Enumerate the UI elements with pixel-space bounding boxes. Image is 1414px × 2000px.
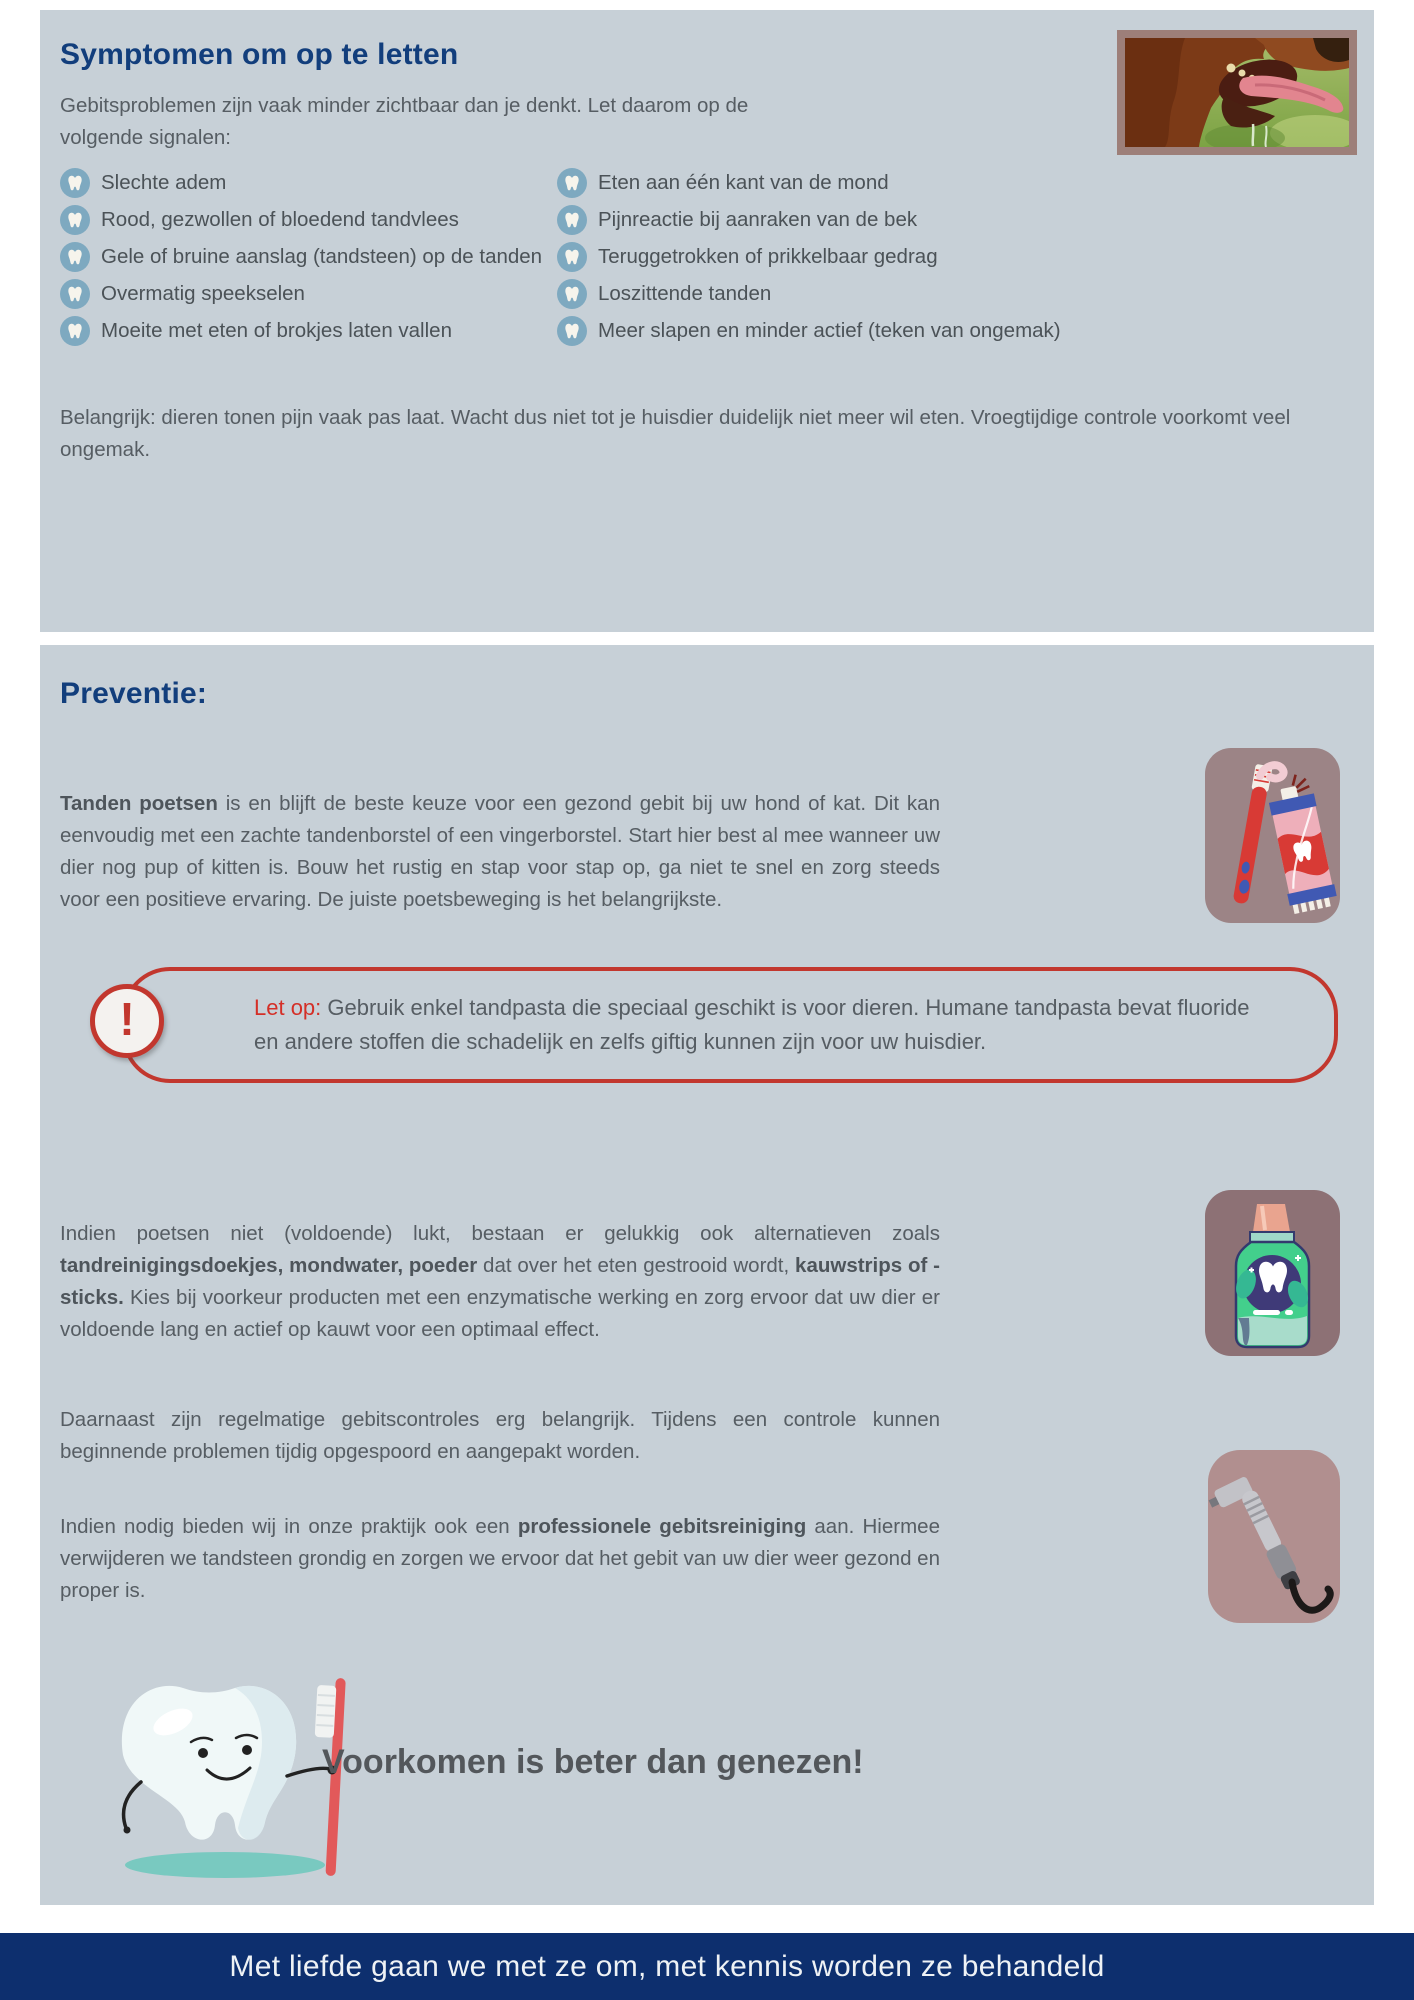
bold-text: kauwstrips of -sticks. [60,1253,940,1309]
list-item-label: Teruggetrokken of prikkelbaar gedrag [598,245,938,268]
exclamation-icon [90,984,164,1058]
list-item-label: Meer slapen en minder actief (teken van ongemak) [598,319,1061,342]
slogan: Voorkomen is beter dan genezen! [322,1743,864,1781]
symptoms-intro: Gebitsproblemen zijn vaak minder zichtbaar dan je denkt. Let daarom op de volgende signalen: [60,94,749,149]
symptoms-important-note: Belangrijk: dieren tonen pijn vaak pas laat. Wacht dus niet tot je huisdier duidelijk niet meer wil eten. Vroegtijdige controle voorkomt veel ongemak. [60,406,1291,461]
prevention-paragraph-alternatives [60,1218,940,1346]
text: Indien poetsen niet (voldoende) lukt, bestaan er gelukkig ook alternatieven zoals [60,1221,940,1245]
list-item [60,205,557,235]
symptom-list-right [557,168,1360,353]
text: Indien nodig bieden wij in onze praktijk ook een [60,1514,518,1538]
prevention-paragraph-checkups: Daarnaast zijn regelmatige gebitscontroles erg belangrijk. Tijdens een controle kunnen beginnende problemen tijdig opgespoord en aangepakt worden. [60,1407,940,1463]
bold-text: tandreinigingsdoekjes, mondwater, poeder [60,1253,478,1277]
toothpaste-graphic [1205,748,1340,923]
list-item-label: Overmatig speekselen [101,282,305,305]
footer-text: Met liefde gaan we met ze om, met kennis worden ze behandeld [229,1949,1105,1983]
list-item-label: Pijnreactie bij aanraken van de bek [598,208,918,231]
tooth-icon [557,205,587,235]
list-item [60,316,557,346]
tooth-icon [60,205,90,235]
list-item-label: Moeite met eten of brokjes laten vallen [101,319,452,342]
tooth-icon [60,316,90,346]
symptoms-title: Symptomen om op te letten [60,38,459,71]
prevention-section [40,645,1374,1905]
list-item [557,205,1360,235]
tooth-icon [557,168,587,198]
prevention-paragraph-cleaning [60,1511,940,1607]
prevention-title: Preventie: [60,677,208,710]
symptom-list [60,168,1360,353]
mouthwash-illustration [1205,1190,1340,1356]
list-item-label: Eten aan één kant van de mond [598,171,889,194]
list-item [557,242,1360,272]
list-item-label: Loszittende tanden [598,282,772,305]
bold-text: professionele gebitsreiniging [517,1514,807,1538]
list-item [557,279,1360,309]
list-item-label: Gele of bruine aanslag (tandsteen) op de tanden [101,245,543,268]
tooth-icon [557,242,587,272]
dental-tool-graphic [1208,1450,1340,1623]
exclamation-mark: ! [119,993,135,1045]
dental-tool-illustration [1208,1450,1340,1623]
symptoms-section [40,10,1374,632]
mouthwash-graphic [1205,1190,1340,1356]
tooth-icon [557,279,587,309]
dog-photo-graphic [1125,38,1349,147]
bold-text: Tanden poetsen [60,791,218,815]
tooth-icon [557,316,587,346]
warning-label: Let op: [254,995,322,1020]
list-item-label: Rood, gezwollen of bloedend tandvlees [101,208,459,231]
list-item [60,279,557,309]
list-item [60,168,557,198]
warning-text [126,991,1334,1059]
toothbrush-toothpaste-illustration [1205,748,1340,923]
text: aan. Hiermee verwijderen we tandsteen grondig en zorgen we ervoor dat het gebit van uw dier weer gezond en proper is. [60,1514,940,1602]
footer-banner [0,1933,1414,2000]
tooth-icon [60,279,90,309]
text: dat over het eten gestrooid wordt, [477,1253,796,1277]
list-item [60,242,557,272]
text: is en blijft de beste keuze voor een gezond gebit bij uw hond of kat. Dit kan eenvoudig met een zachte tandenborstel of een vingerborstel. Start hier best al mee wanneer uw dier nog pup of kitten is. Bouw het rustig en stap voor stap op, ga niet te snel en zorg steeds voor een positieve ervaring. De juiste poetsbeweging is het belangrijkste. [60,791,940,911]
text: Gebruik enkel tandpasta die speciaal geschikt is voor dieren. Humane tandpasta bevat fluoride en andere stoffen die schadelijk en zelfs giftig kunnen zijn voor uw huisdier. [254,995,1250,1054]
dog-teeth-photo [1117,30,1357,155]
list-item [557,316,1360,346]
tooth-icon [60,168,90,198]
symptom-list-left [60,168,557,353]
tooth-icon [60,242,90,272]
prevention-paragraph-brushing [60,788,940,916]
list-item [557,168,1360,198]
warning-callout [119,967,1338,1083]
list-item-label: Slechte adem [101,171,227,194]
text: Kies bij voorkeur producten met een enzymatische werking en zorg ervoor dat uw dier er voldoende lang en actief op kauwt voor een optimaal effect. [60,1285,940,1341]
